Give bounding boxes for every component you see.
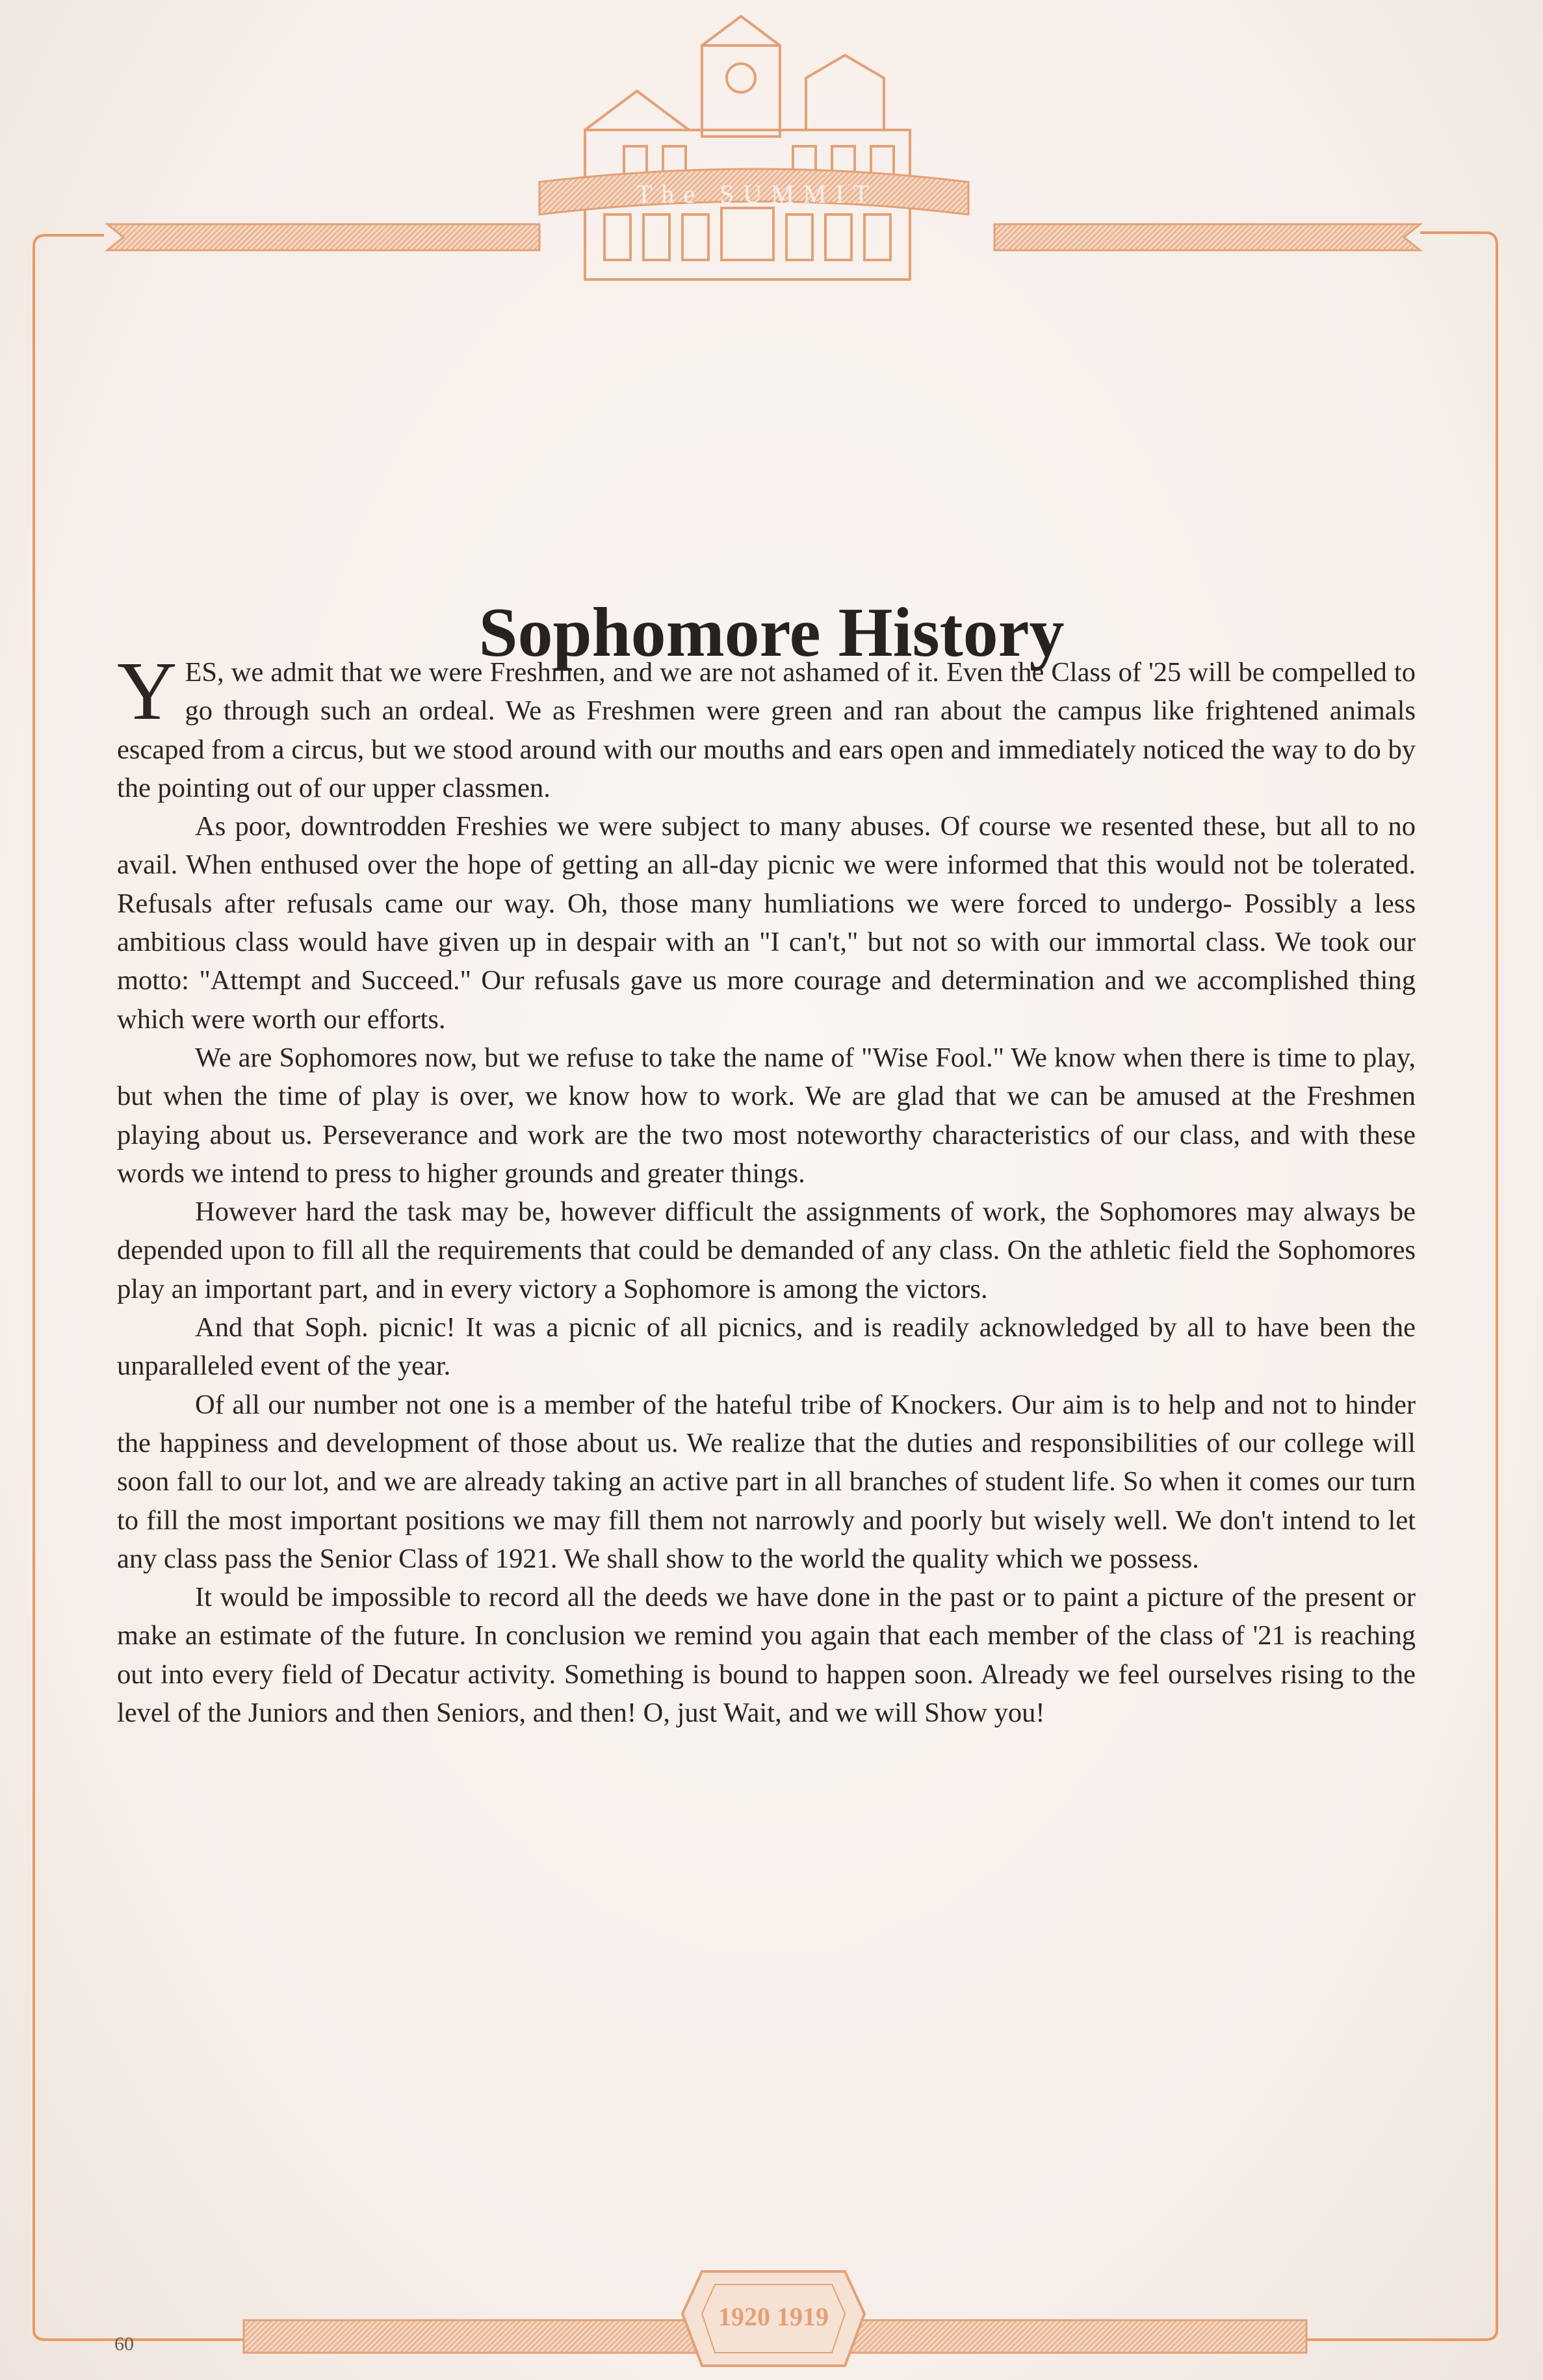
page-title: Sophomore History	[478, 594, 1065, 672]
summit-banner	[539, 169, 968, 214]
svg-text:1920 1919: 1920 1919	[718, 2302, 829, 2331]
paragraph-4: However hard the task may be, however difficult the assignments of work, the Sophomores may always be depended upon to fill all the requirements that could be demanded of any class. On the athletic field the Sophomores play an important part, and in every victory a Sophomore is among the victors.	[117, 1196, 1416, 1304]
paragraph-5: And that Soph. picnic! It was a picnic of all picnics, and is readily acknowledged by all to have been the unparalleled event of the year.	[117, 1312, 1416, 1382]
svg-text:The SUMMIT: The SUMMIT	[636, 179, 879, 209]
footer-ornament	[244, 2271, 1306, 2366]
paragraph-3: We are Sophomores now, but we refuse to take the name of "Wise Fool." We know when there is time to play, but when the time of play is over, we know how to work. We are glad that we can be amused at the Freshmen playing about us. Perseverance and work are the two most noteworthy characteristics of our class, and with these words we intend to press to higher grounds and greater things.	[117, 1042, 1416, 1189]
paragraph-6: Of all our number not one is a member of the hateful tribe of Knockers. Our aim is to help and not to hinder the happiness and development of those about us. We realize that the duties and responsibilities of our college will soon fall to our lot, and we are already taking an active part in all branches of student life. So when it comes our turn to fill the most important positions we may fill them not narrowly and poorly but wisely well. We don't intend to let any class pass the Senior Class of 1921. We shall show to the world the quality which we possess.	[117, 1389, 1416, 1574]
paragraph-1-text: ES, we admit that we were Freshmen, and we are not ashamed of it. Even the Class of '25 will be compelled to go through such an ordeal. We as Freshmen were green and ran about the campus like frightened animals escaped from a circus, but we stood around with our mouths and ears open and immediately noticed the way to do by the pointing out of our upper classmen.	[117, 657, 1416, 803]
dropcap: Y	[117, 645, 177, 737]
article-body	[117, 645, 1416, 1732]
building-illustration	[585, 16, 910, 279]
header-ornament	[107, 16, 1420, 279]
year-emblem	[682, 2271, 864, 2366]
paragraph-7: It would be impossible to record all the deeds we have done in the past or to paint a picture of the present or make an estimate of the future. In conclusion we remind you again that each member of the class of '21 is reaching out into every field of Decatur activity. Something is bound to happen soon. Already we feel ourselves rising to the level of the Juniors and then Seniors, and then! O, just Wait, and we will Show you!	[117, 1582, 1416, 1729]
paragraph-1	[117, 645, 1416, 807]
paragraph-2: As poor, downtrodden Freshies we were subject to many abuses. Of course we resented these, but all to no avail. When enthused over the hope of getting an all-day picnic we were informed that this would not be tolerated. Refusals after refusals came our way. Oh, those many humliations we were forced to undergo- Possibly a less ambitious class would have given up in despair with an "I can't," but not so with our immortal class. We took our motto: "Attempt and Succeed." Our refusals gave us more courage and determination and we accomplished thing which were worth our efforts.	[117, 811, 1416, 1035]
page-number: 60	[114, 2333, 134, 2355]
